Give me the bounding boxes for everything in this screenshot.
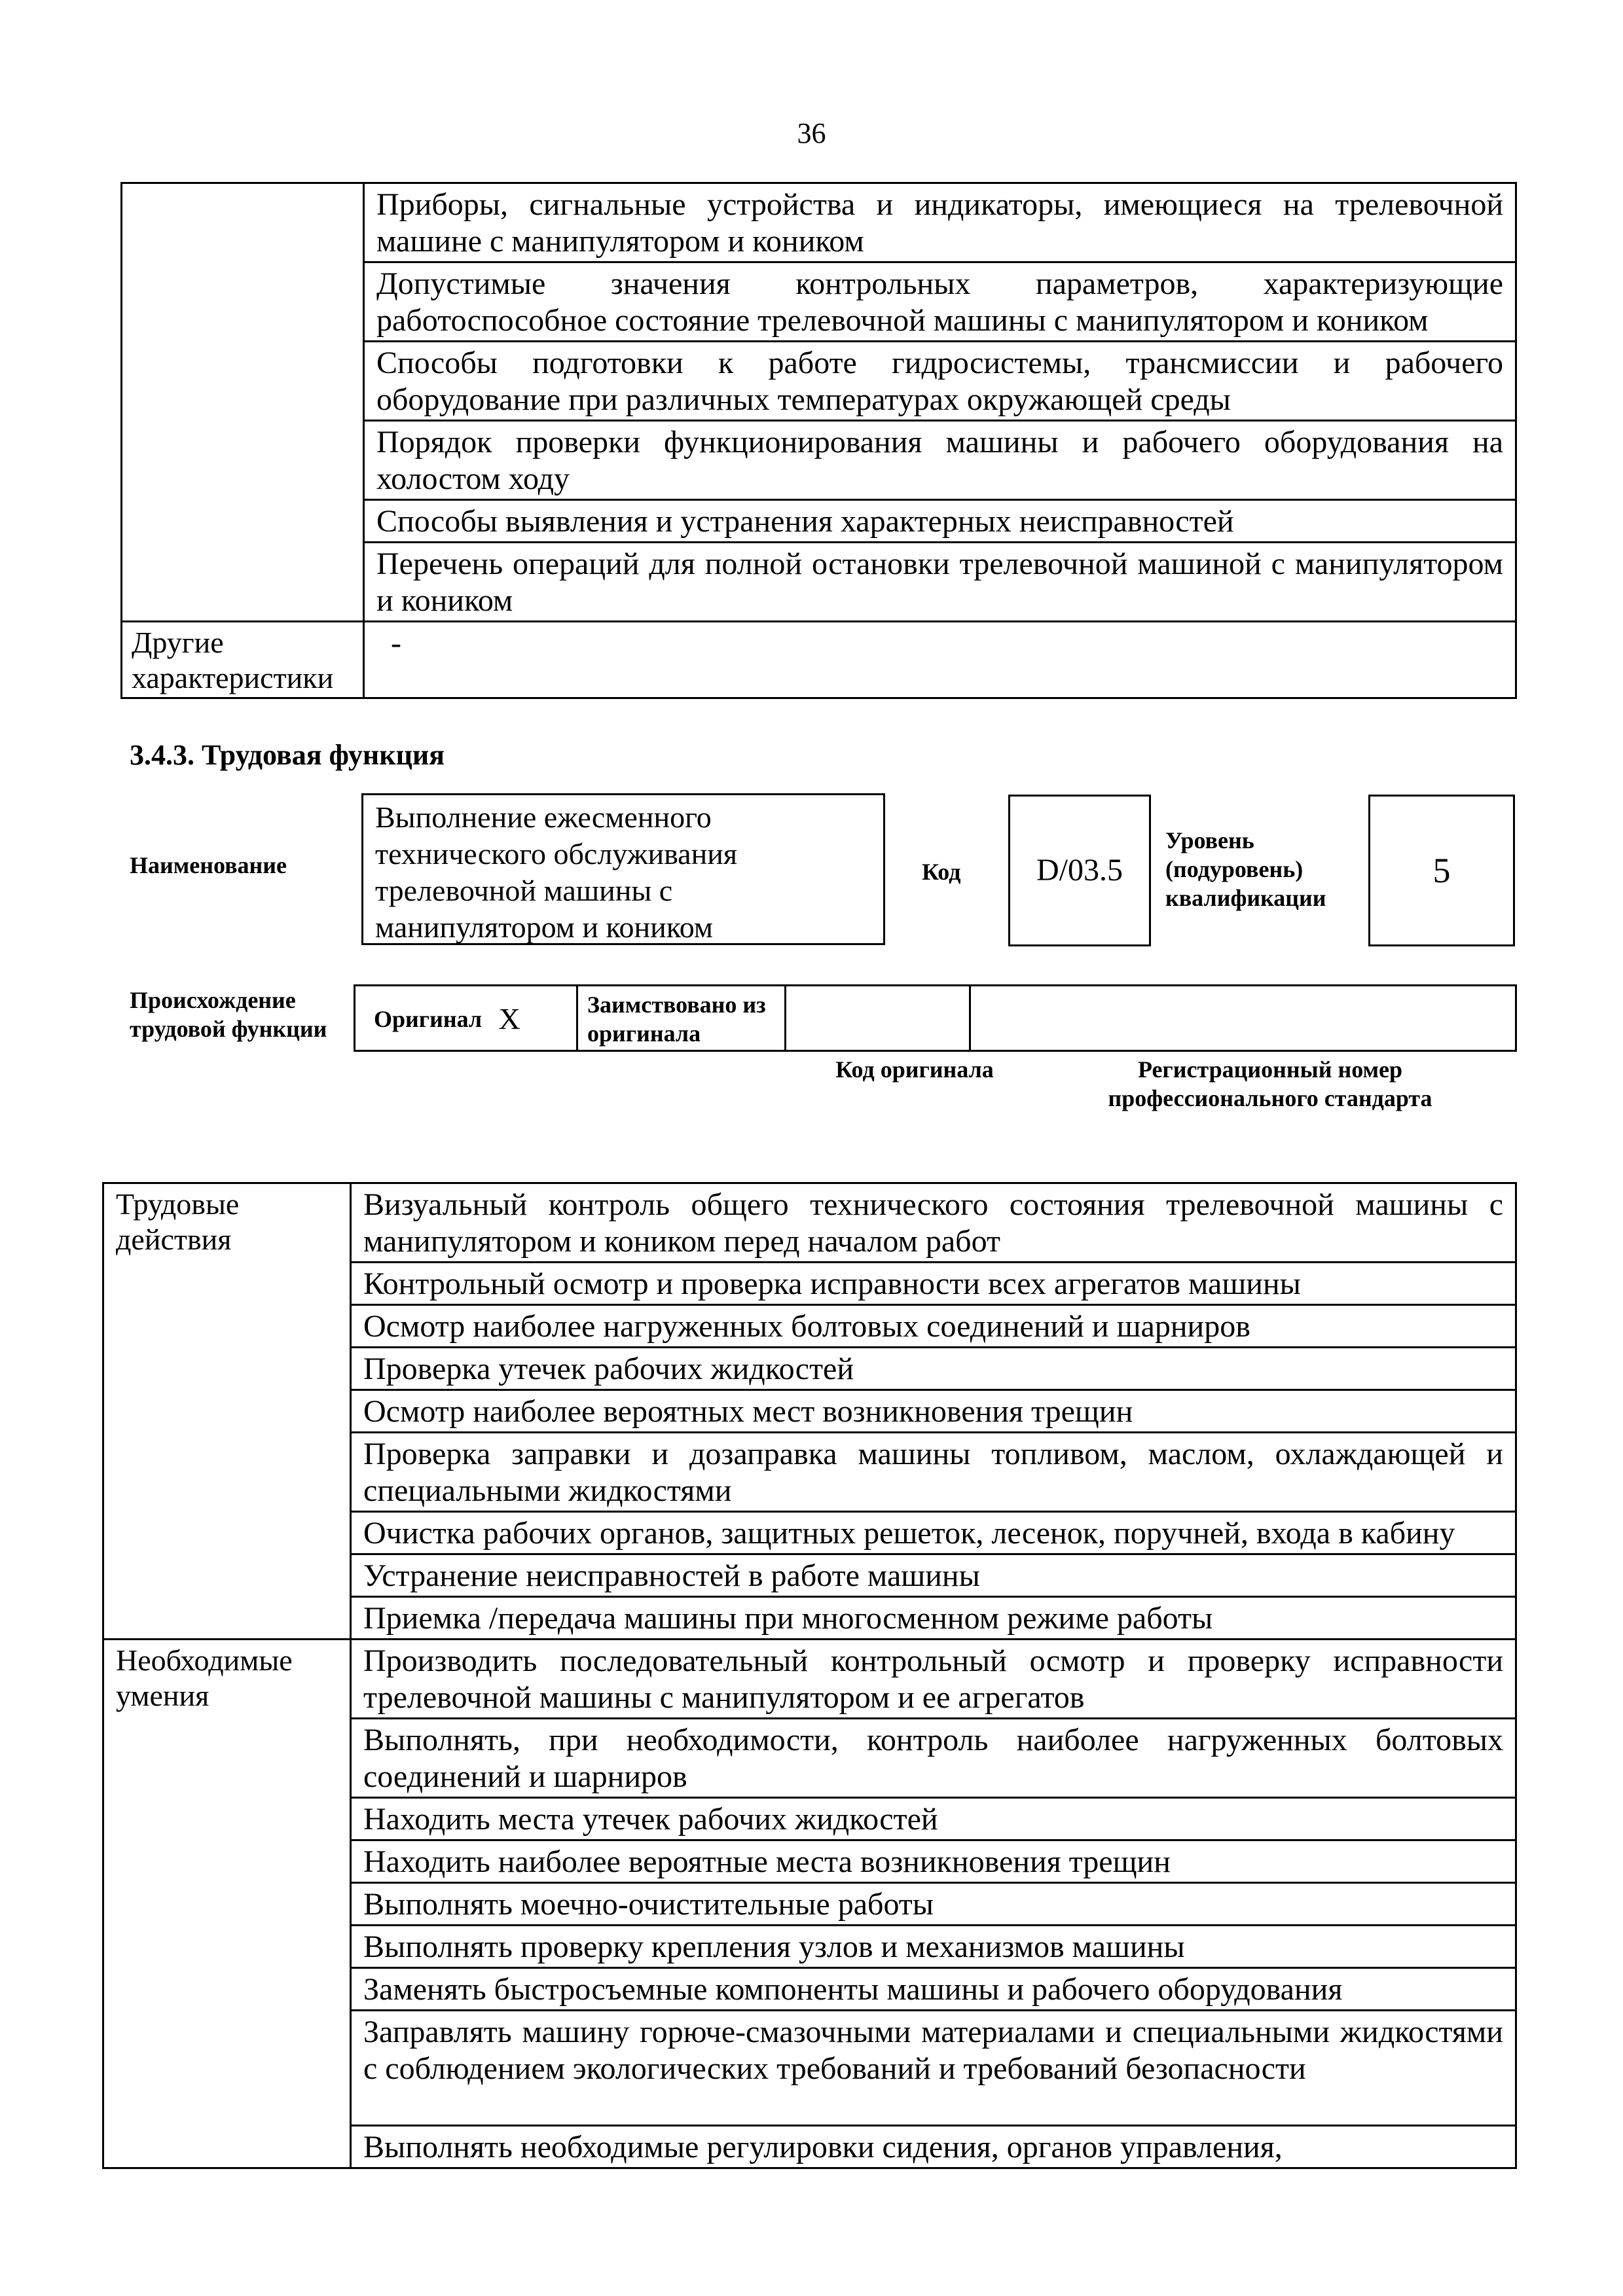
knowledge-item: Допустимые значения контрольных параметров, характеризующие работоспособное состояние трелевочной машины с манипулятором и коником xyxy=(364,262,1516,342)
registration-number-cell xyxy=(970,986,1516,1051)
labor-actions-table xyxy=(102,1182,1517,2169)
skill-item: Заменять быстросъемные компоненты машины и рабочего оборудования xyxy=(351,1968,1516,2011)
code-value: D/03.5 xyxy=(1036,853,1123,888)
skill-item: Находить места утечек рабочих жидкостей xyxy=(351,1798,1516,1840)
skill-item: Выполнять, при необходимости, контроль наиболее нагруженных болтовых соединений и шарниров xyxy=(351,1719,1516,1798)
labor-actions-label: Трудовые действия xyxy=(103,1183,351,1640)
name-label: Наименование xyxy=(130,852,287,878)
labor-action-item: Визуальный контроль общего технического состояния трелевочной машины с манипулятором и коником перед началом работ xyxy=(351,1183,1516,1263)
knowledge-item: Перечень операций для полной остановки трелевочной машиной с манипулятором и коником xyxy=(364,543,1516,622)
original-code-cell xyxy=(786,986,970,1051)
top-knowledge-table xyxy=(120,182,1517,699)
labor-action-item: Контрольный осмотр и проверка исправности всех агрегатов машины xyxy=(351,1263,1516,1305)
code-box xyxy=(1008,795,1151,946)
labor-action-item: Очистка рабочих органов, защитных решеток, лесенок, поручней, входа в кабину xyxy=(351,1512,1516,1554)
origin-label: Происхождение трудовой функции xyxy=(130,987,327,1042)
skill-item: Заправлять машину горюче-смазочными материалами и специальными жидкостями с соблюдением экологических требований и требований безопасности xyxy=(351,2011,1516,2126)
page-number: 36 xyxy=(797,117,826,149)
knowledge-item: Порядок проверки функционирования машины и рабочего оборудования на холостом ходу xyxy=(364,421,1516,500)
knowledge-item: Способы подготовки к работе гидросистемы, трансмиссии и рабочего оборудование при различных температурах окружающей среды xyxy=(364,342,1516,421)
level-value: 5 xyxy=(1432,851,1451,890)
section-heading: 3.4.3. Трудовая функция xyxy=(130,739,445,771)
skill-item: Выполнять проверку крепления узлов и механизмов машины xyxy=(351,1926,1516,1968)
knowledge-item: Способы выявления и устранения характерных неисправностей xyxy=(364,500,1516,543)
labor-action-item: Устранение неисправностей в работе машины xyxy=(351,1554,1516,1597)
skill-item: Выполнять моечно-очистительные работы xyxy=(351,1883,1516,1926)
labor-action-item: Осмотр наиболее вероятных мест возникновения трещин xyxy=(351,1390,1516,1433)
knowledge-label-cell xyxy=(122,183,364,622)
skill-item: Находить наиболее вероятные места возникновения трещин xyxy=(351,1840,1516,1883)
registration-number-caption: Регистрационный номер профессионального стандарта xyxy=(1108,1056,1432,1111)
code-label: Код xyxy=(922,859,961,885)
original-mark: X xyxy=(492,986,577,1051)
borrowed-label: Заимствовано из оригинала xyxy=(577,986,786,1051)
original-code-caption: Код оригинала xyxy=(835,1056,994,1083)
other-characteristics-value: - xyxy=(364,622,1516,698)
labor-action-item: Осмотр наиболее нагруженных болтовых соединений и шарниров xyxy=(351,1305,1516,1348)
labor-action-item: Приемка /передача машины при многосменном режиме работы xyxy=(351,1597,1516,1640)
knowledge-item: Приборы, сигнальные устройства и индикаторы, имеющиеся на трелевочной машине с манипулятором и коником xyxy=(364,183,1516,262)
other-characteristics-label: Другие характеристики xyxy=(122,622,364,698)
skill-item: Производить последовательный контрольный осмотр и проверку исправности трелевочной машины с манипулятором и ее агрегатов xyxy=(351,1640,1516,1719)
function-name-box: Выполнение ежесменного технического обслуживания трелевочной машины с манипулятором и коником xyxy=(361,793,885,945)
required-skills-label: Необходимые умения xyxy=(103,1640,351,2168)
skill-item: Выполнять необходимые регулировки сидения, органов управления, xyxy=(351,2126,1516,2168)
labor-action-item: Проверка утечек рабочих жидкостей xyxy=(351,1348,1516,1390)
level-box xyxy=(1368,795,1515,946)
level-label: Уровень (подуровень) квалификации xyxy=(1165,827,1326,911)
original-label: Оригинал xyxy=(355,986,492,1051)
origin-table xyxy=(354,984,1517,1052)
labor-action-item: Проверка заправки и дозаправка машины топливом, маслом, охлаждающей и специальными жидкостями xyxy=(351,1433,1516,1512)
